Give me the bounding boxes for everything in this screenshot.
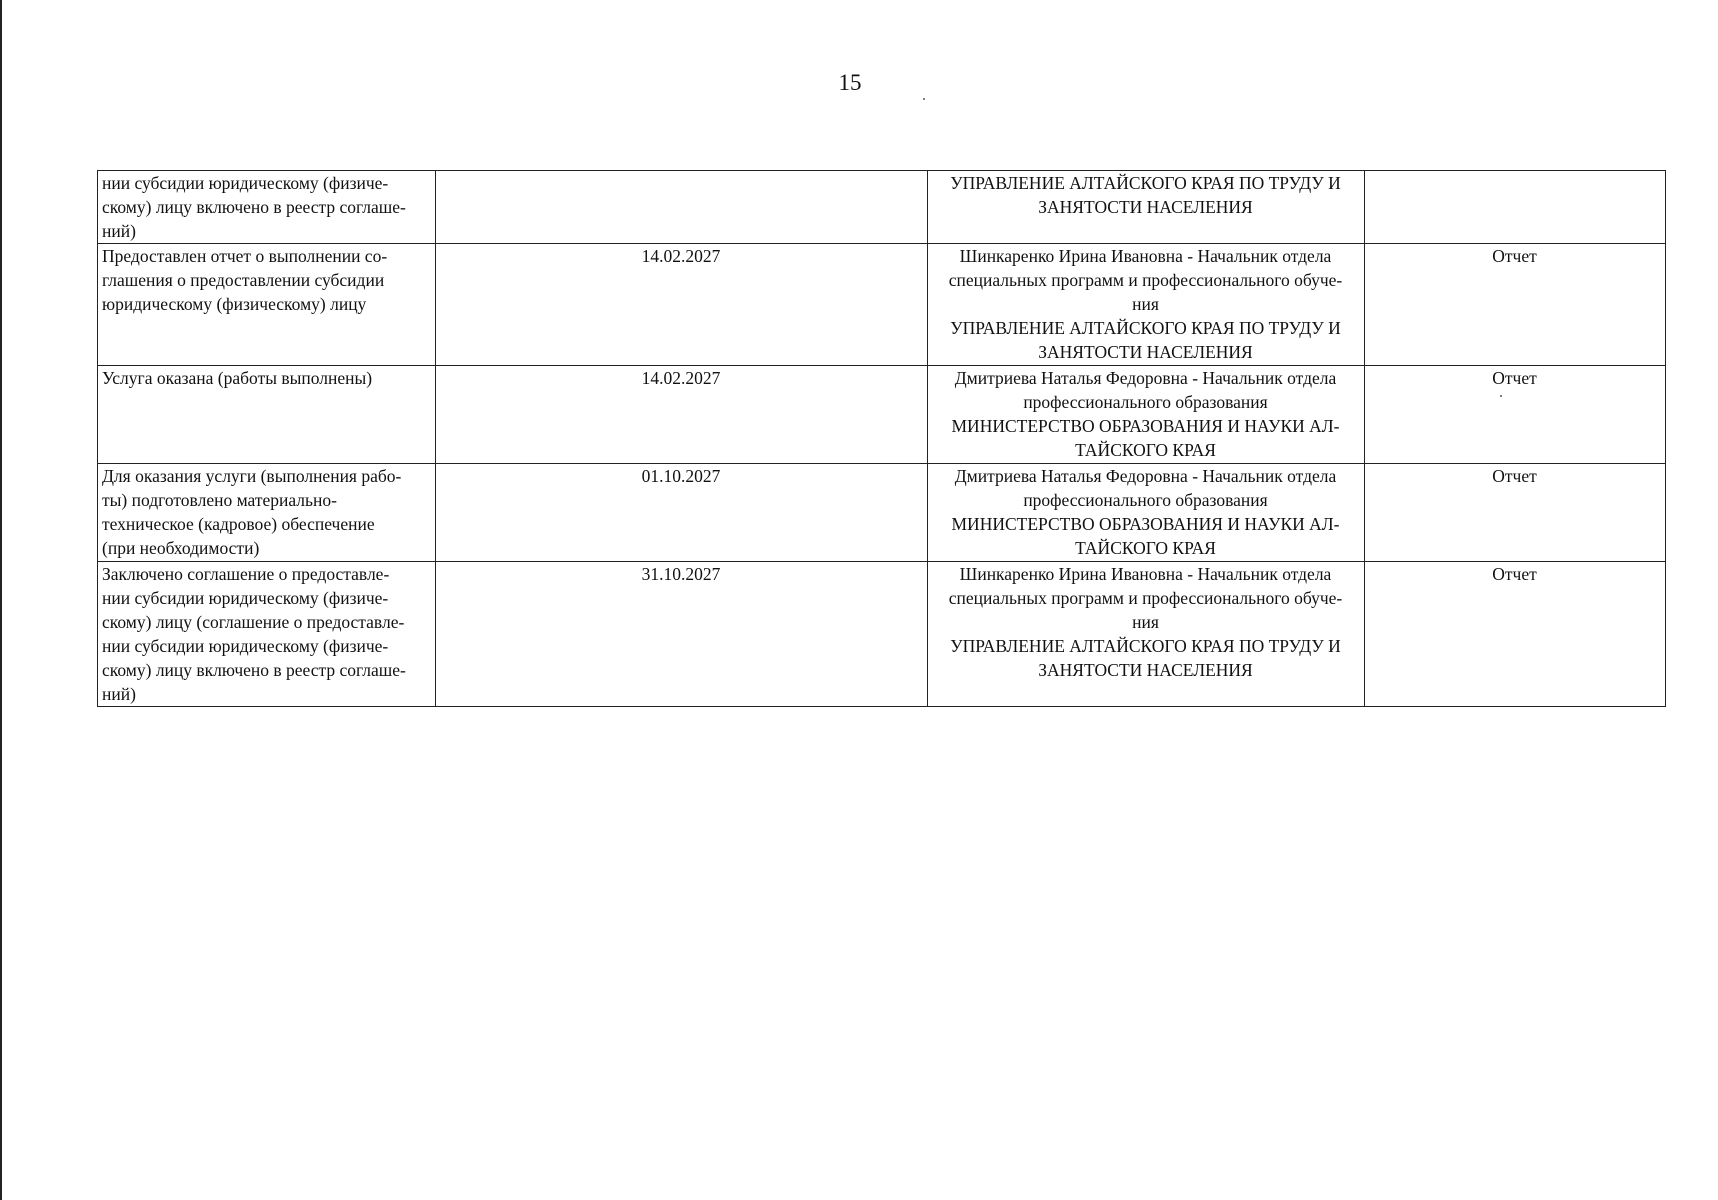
event-cell-line: скому) лицу включено в реестр соглаше- <box>102 197 406 217</box>
responsible-cell-line: МИНИСТЕРСТВО ОБРАЗОВАНИЯ И НАУКИ АЛ- <box>951 514 1340 534</box>
event-cell <box>98 244 436 366</box>
responsible-cell-line: ЗАНЯТОСТИ НАСЕЛЕНИЯ <box>1038 342 1253 362</box>
responsible-cell-line: Дмитриева Наталья Федоровна - Начальник отдела <box>954 466 1337 486</box>
date-cell: 14.02.2027 <box>436 366 928 464</box>
event-cell <box>98 171 436 244</box>
event-cell-line: ний) <box>102 221 136 241</box>
table-row <box>98 244 1666 366</box>
responsible-cell-line: ЗАНЯТОСТИ НАСЕЛЕНИЯ <box>1038 197 1253 217</box>
page-number: 15 <box>838 70 862 95</box>
event-cell-line: скому) лицу (соглашение о предоставле- <box>102 612 405 632</box>
plan-table-body <box>98 171 1666 707</box>
responsible-cell-line: специальных программ и профессионального обуче- <box>948 588 1343 608</box>
document-cell: Отчет <box>1365 562 1666 707</box>
date-cell: 31.10.2027 <box>436 562 928 707</box>
responsible-cell <box>928 464 1365 562</box>
event-cell-line: Заключено соглашение о предоставле- <box>102 564 390 584</box>
event-cell-line: глашения о предоставлении субсидии <box>102 270 385 290</box>
responsible-cell-line: УПРАВЛЕНИЕ АЛТАЙСКОГО КРАЯ ПО ТРУДУ И <box>950 636 1341 656</box>
scan-left-edge <box>0 0 2 1200</box>
event-cell-line: (при необходимости) <box>102 538 260 558</box>
plan-table <box>97 170 1666 707</box>
responsible-cell-line: УПРАВЛЕНИЕ АЛТАЙСКОГО КРАЯ ПО ТРУДУ И <box>950 173 1341 193</box>
responsible-cell-line: профессионального образования <box>1023 490 1268 510</box>
responsible-cell-line: ния <box>1132 294 1159 314</box>
scan-speck <box>923 98 925 100</box>
event-cell-line: ний) <box>102 684 136 704</box>
event-cell <box>98 366 436 464</box>
responsible-cell-line: Шинкаренко Ирина Ивановна - Начальник отдела <box>959 564 1332 584</box>
event-cell-line: нии субсидии юридическому (физиче- <box>102 173 389 193</box>
event-cell-line: юридическому (физическому) лицу <box>102 294 367 314</box>
responsible-cell-line: УПРАВЛЕНИЕ АЛТАЙСКОГО КРАЯ ПО ТРУДУ И <box>950 318 1341 338</box>
responsible-cell <box>928 244 1365 366</box>
document-cell: Отчет <box>1365 244 1666 366</box>
responsible-cell-line: ТАЙСКОГО КРАЯ <box>1075 440 1216 460</box>
table-row <box>98 366 1666 464</box>
responsible-cell-line: специальных программ и профессионального обуче- <box>948 270 1343 290</box>
event-cell-line: скому) лицу включено в реестр соглаше- <box>102 660 406 680</box>
responsible-cell <box>928 171 1365 244</box>
responsible-cell-line: ТАЙСКОГО КРАЯ <box>1075 538 1216 558</box>
event-cell-line: нии субсидии юридическому (физиче- <box>102 636 389 656</box>
event-cell-line: Услуга оказана (работы выполнены) <box>102 368 373 388</box>
event-cell-line: ты) подготовлено материально- <box>102 490 337 510</box>
event-cell-line: Для оказания услуги (выполнения рабо- <box>102 466 402 486</box>
document-cell: Отчет <box>1365 464 1666 562</box>
event-cell-line: Предоставлен отчет о выполнении со- <box>102 246 388 266</box>
responsible-cell-line: ния <box>1132 612 1159 632</box>
table-row <box>98 171 1666 244</box>
event-cell <box>98 464 436 562</box>
table-row <box>98 464 1666 562</box>
responsible-cell <box>928 366 1365 464</box>
responsible-cell-line: профессионального образования <box>1023 392 1268 412</box>
document-cell <box>1365 171 1666 244</box>
responsible-cell <box>928 562 1365 707</box>
date-cell: 14.02.2027 <box>436 244 928 366</box>
responsible-cell-line: ЗАНЯТОСТИ НАСЕЛЕНИЯ <box>1038 660 1253 680</box>
event-cell <box>98 562 436 707</box>
responsible-cell-line: МИНИСТЕРСТВО ОБРАЗОВАНИЯ И НАУКИ АЛ- <box>951 416 1340 436</box>
event-cell-line: техническое (кадровое) обеспечение <box>102 514 375 534</box>
event-cell-line: нии субсидии юридическому (физиче- <box>102 588 389 608</box>
responsible-cell-line: Шинкаренко Ирина Ивановна - Начальник отдела <box>959 246 1332 266</box>
date-cell <box>436 171 928 244</box>
table-row <box>98 562 1666 707</box>
responsible-cell-line: Дмитриева Наталья Федоровна - Начальник отдела <box>954 368 1337 388</box>
document-cell: Отчет <box>1365 366 1666 464</box>
date-cell: 01.10.2027 <box>436 464 928 562</box>
